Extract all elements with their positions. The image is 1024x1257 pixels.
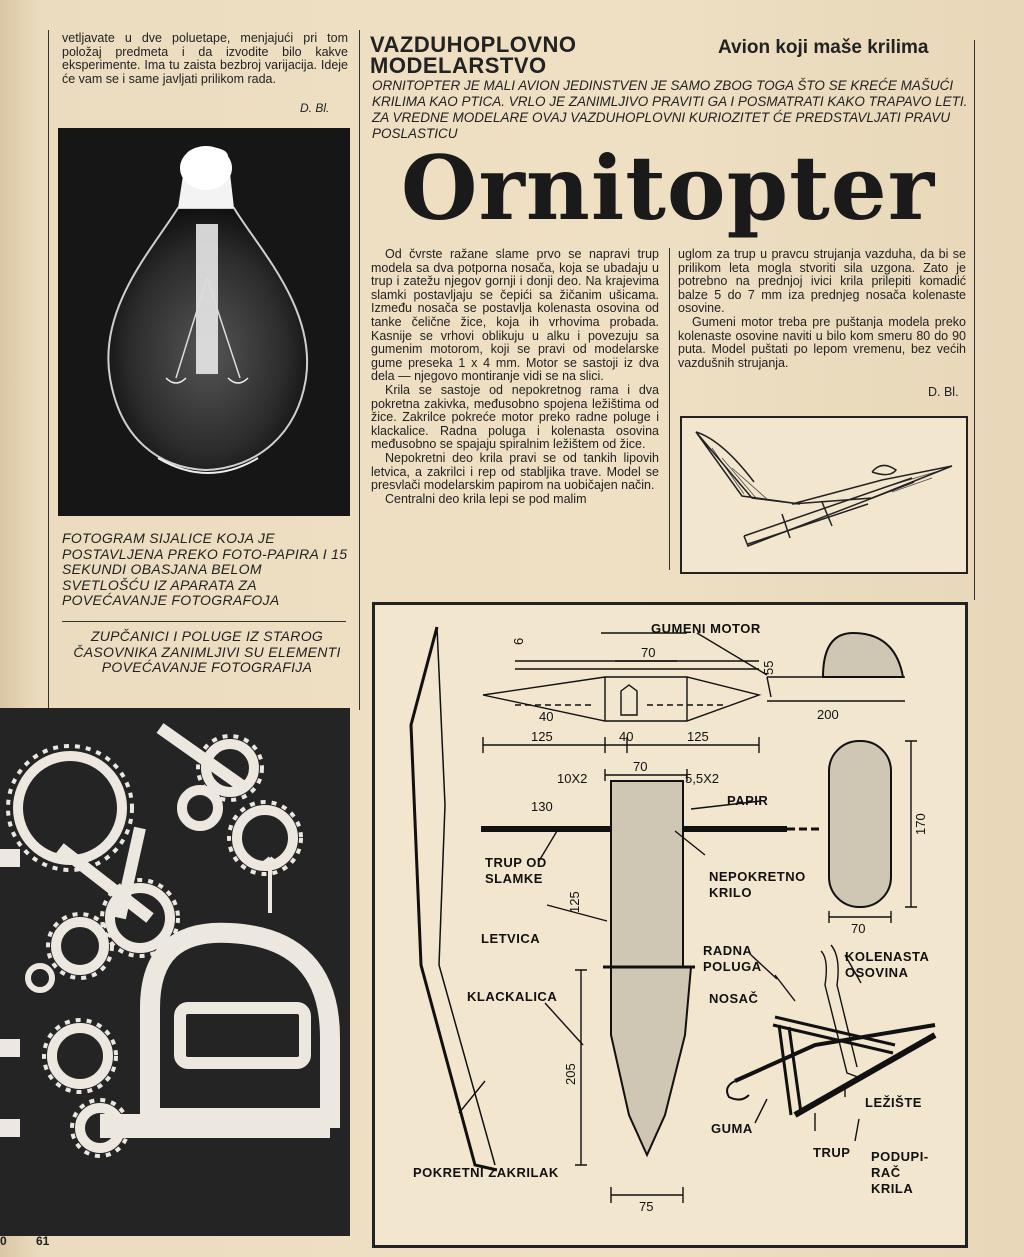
ornithopter-sketch — [680, 416, 968, 574]
caption-separator — [62, 621, 346, 622]
photo2-caption: ZUPČANICI I POLUGE IZ STAROG ČASOVNIKA ZANIMLJIVI SU ELEMENTI POVEĆAVANJE FOTOGRAFIJA — [73, 628, 341, 675]
label-rac: RAČ — [871, 1165, 901, 1180]
dim-5-5x2: 5,5X2 — [685, 771, 719, 786]
col1-paragraph-4: Centralni deo krila lepi se pod malim — [385, 491, 587, 506]
col1-paragraph-1: Od čvrste ražane slame prvo se napravi trup modela sa dva potporna nosača, koja se ubadaju u trup i zatežu njegov gornji i donji deo. Na krajevima slamki postavljaju se čepići sa žičanim ušicama. Između nosača se postavlja kolenasta osovina od tanke čelične žice, koja ih vrhovima probada. Kasnije se vrhovi oblikuju u alku i povezuju sa gumenim motorom, koji se pravi od modelarske gume preseka 1 x 4 mm. Motor se sastoji iz dva dela — njegovo montiranje vidi se na slici. — [371, 247, 659, 384]
section-line-2: MODELARSTVO — [370, 53, 547, 78]
technical-drawing — [372, 602, 968, 1248]
col2-paragraph-2: Gumeni motor treba pre puštanja modela preko kolenaste osovine naviti u bilo kom smeru 80 do 90 puta. Model puštati po lepom vremenu, bez većih vazdušnih strujanja. — [678, 314, 966, 370]
dim-55: 55 — [761, 660, 776, 675]
label-krila: KRILA — [871, 1181, 914, 1196]
dim-125-b: 125 — [687, 729, 709, 744]
label-trup-od: TRUP OD — [485, 855, 547, 870]
label-slamke: SLAMKE — [485, 871, 543, 886]
dim-130: 130 — [531, 799, 553, 814]
dim-205: 205 — [563, 1063, 578, 1085]
article-lede: ORNITOPTER JE MALI AVION JEDINSTVEN JE SAMO ZBOG TOGA ŠTO SE KREĆE MAŠUĆI KRILIMA KAO PTICA. VRLO JE ZANIMLJIVO PRAVITI GA I POSMATRATI KAKO TRAPAVO LETI. ZA VREDNE MODELARE OVAJ VAZDUHOPLOVNI KURIOZITET ĆE PREDSTAVLJATI PRAVU POSLASTICU — [372, 78, 968, 141]
label-radna: RADNA — [703, 943, 753, 958]
label-nepokretno: NEPOKRETNO — [709, 869, 806, 884]
dim-75: 75 — [639, 1199, 654, 1214]
right-margin-rule — [974, 40, 975, 600]
label-letvica: LETVICA — [481, 931, 541, 946]
left-margin-rule — [48, 30, 49, 710]
lightbulb-photogram — [58, 128, 350, 516]
label-podupi: PODUPI- — [871, 1149, 929, 1164]
label-trup: TRUP — [813, 1145, 851, 1160]
article-signature: D. Bl. — [928, 385, 959, 399]
label-osovina: OSOVINA — [845, 965, 909, 980]
ornithopter-plan-svg — [375, 605, 965, 1245]
label-pokretni-zakrilak: POKRETNI ZAKRILAK — [413, 1165, 559, 1180]
clock-gears-photogram — [0, 708, 350, 1236]
label-poluga: POLUGA — [703, 959, 762, 974]
label-nosac: NOSAČ — [709, 991, 759, 1006]
dim-40-a: 40 — [539, 709, 554, 724]
ornithopter-illustration — [682, 418, 966, 572]
label-kolenasta: KOLENASTA — [845, 949, 930, 964]
label-leziste: LEŽIŠTE — [865, 1095, 922, 1110]
dim-70-right: 70 — [851, 921, 866, 936]
intro-text: vetljavate u dve poluetape, menjajući pri tom položaj predmeta i da izvodite bilo kakve eksperimente. Ima tu zaista bezbroj varijacija. Ideje će vam se i same javljati prilikom rada. — [62, 31, 348, 86]
dim-70-top: 70 — [641, 645, 656, 660]
label-krilo: KRILO — [709, 885, 752, 900]
dim-40-b: 40 — [619, 729, 634, 744]
intro-signature: D. Bl. — [300, 101, 330, 115]
col1-paragraph-2: Krila se sastoje od nepokretnog rama i dva pokretna zakivka, međusobno spojena ležištima od žice. Zakrilce pokreće motor preko radne poluge i klackalice. Radna poluga i kolenasta osovina međusobno se spajaju spiralnim ležištem od žice. — [371, 382, 659, 452]
label-papir: PAPIR — [727, 793, 769, 808]
dim-6: 6 — [511, 637, 526, 645]
dim-200: 200 — [817, 707, 839, 722]
page-number-previous: 0 — [0, 1234, 7, 1248]
dim-170: 170 — [913, 813, 928, 835]
article-column-1 — [371, 248, 659, 506]
dim-70-mid: 70 — [633, 759, 648, 774]
label-guma: GUMA — [711, 1121, 753, 1136]
col1-paragraph-3: Nepokretni deo krila pravi se od tankih lipovih letvica, a zakrilci i rep od stabljika trave. Model se presvlači modelarskim papirom na uobičajen način. — [371, 450, 659, 493]
gears-image — [0, 708, 350, 1236]
article-headline: Avion koji maše krilima — [718, 37, 929, 58]
section-heading — [370, 34, 577, 76]
label-gumeni-motor: GUMENI MOTOR — [651, 621, 761, 636]
dim-10x2: 10X2 — [557, 771, 588, 786]
label-klackalica: KLACKALICA — [467, 989, 558, 1004]
column-divider — [359, 30, 360, 710]
article-column-divider — [669, 248, 670, 570]
page-number: 61 — [36, 1234, 50, 1248]
dim-125-a: 125 — [531, 729, 553, 744]
col2-paragraph-1: uglom za trup u pravcu strujanja vazduha, da bi se prilikom leta mogla stvoriti sila uzgona. Zato je potrebno na prednjoj ivici krila prilepiti komadić balze 5 do 7 mm iza prednjeg nosača kolenaste osovine. — [678, 247, 966, 316]
photo1-caption: FOTOGRAM SIJALICE KOJA JE POSTAVLJENA PREKO FOTO-PAPIRA I 15 SEKUNDI OBASJANA BELOM SVETLOŠĆU IZ APARATA ZA POVEĆAVANJE FOTOGRAFOJA — [62, 530, 348, 608]
section-line-1: VAZDUHOPLOVNO — [370, 32, 577, 57]
article-title: Ornitopter — [400, 136, 936, 240]
article-column-2 — [678, 248, 966, 370]
lightbulb-image — [58, 128, 350, 516]
dim-125-c: 125 — [567, 891, 582, 913]
